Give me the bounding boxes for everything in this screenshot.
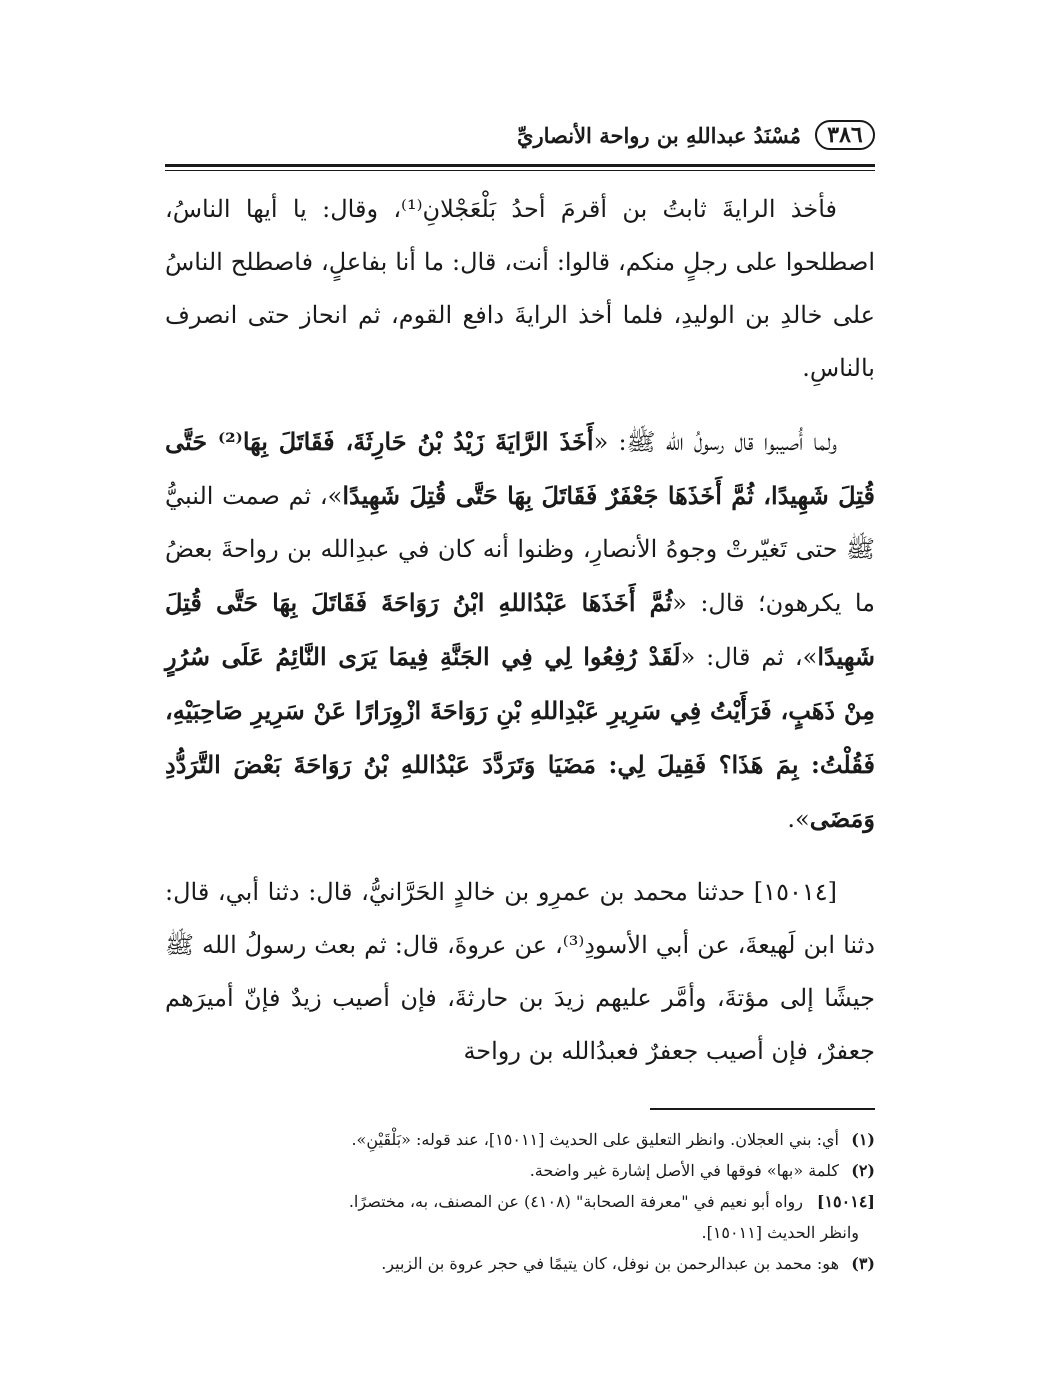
page-header	[165, 112, 875, 158]
main-text	[165, 183, 875, 1078]
footnote-text: هو: محمد بن عبدالرحمن بن نوفل، كان يتيمًا في حجر عروة بن الزبير.	[381, 1253, 839, 1273]
header-rule-thin	[165, 170, 875, 171]
header-rule-thick	[165, 164, 875, 167]
text-segment: »، ثم قال: «	[680, 643, 818, 671]
footnote-text: كلمة «بها» فوقها في الأصل إشارة غير واضحة.	[529, 1160, 839, 1180]
footnote-continuation	[165, 1217, 875, 1248]
footnote-text: رواه أبو نعيم في "معرفة الصحابة" (٤١٠٨) عن المصنف، به، مختصرًا.	[348, 1191, 803, 1211]
page-number: ٣٨٦	[815, 120, 875, 150]
footnote-separator	[650, 1108, 875, 1110]
footnote-item	[165, 1186, 875, 1217]
text-segment: »، ثم صمت النبيُّ ﷺ حتى تَغيّرتْ وجوهُ الأنصارِ، وظنوا أنه كان في عبدِالله بن رواحةَ بعضُ ما يكرهون؛ قال: «	[165, 482, 876, 617]
footnote-item	[165, 1124, 875, 1155]
footnote-marker: (١)	[851, 1129, 875, 1149]
text-segment: ».	[787, 805, 810, 833]
hadith-quote: ثُمَّ أَخَذَهَا عَبْدُاللهِ ابْنُ رَوَاحَةَ فَقَاتَلَ بِهَا حَتَّى قُتِلَ شَهِيدًا	[165, 588, 875, 671]
paragraph-1: فأخذ الرايةَ ثابتُ بن أقرمَ أحدُ بَلْعَجْلانِ⁽¹⁾، وقال: يا أيها الناسُ، اصطلحوا على رجلٍ منكم، قالوا: أنت، قال: ما أنا بفاعلٍ، فاصطلح الناسُ على خالدِ بن الوليدِ، فلما أخذ الرايةَ دافع القوم، ثم انحاز حتى انصرف بالناسِ.	[165, 195, 876, 382]
footnotes	[165, 1124, 875, 1279]
hadith-quote: لَقَدْ رُفِعُوا لِي فِي الجَنَّةِ فِيمَا يَرَى النَّائِمُ عَلَى سُرُرٍ مِنْ ذَهَبٍ، فَرَأَيْتُ فِي سَرِيرِ عَبْدِاللهِ بْنِ رَوَاحَةَ ازْوِرَارًا عَنْ سَرِيرِ صَاحِبَيْهِ، فَقُلْتُ: بِمَ هَذَا؟ فَقِيلَ لِي: مَضَيَا وَتَرَدَّدَ عَبْدُاللهِ بْنُ رَوَاحَةَ بَعْضَ التَّرَدُّدِ وَمَضَى	[165, 642, 875, 833]
footnote-item	[165, 1155, 875, 1186]
running-title: مُسْنَدُ عبداللهِ بن رواحة الأنصاريِّ	[517, 122, 801, 148]
hadith-quote: أَخَذَ الرَّايَةَ زَيْدُ بْنُ حَارِثَةَ، فَقَاتَلَ بِهَا⁽²⁾ حَتَّى قُتِلَ شَهِيدًا، ثُمَّ أَخَذَهَا جَعْفَرٌ فَقَاتَلَ بِهَا حَتَّى قُتِلَ شَهِيدًا	[165, 427, 875, 510]
footnote-item	[165, 1248, 875, 1279]
paragraph-2	[165, 415, 875, 846]
text-segment: ولما أُصيبوا قال رسولُ الله ﷺ: «	[593, 428, 837, 456]
footnote-marker: [١٥٠١٤]	[816, 1191, 875, 1211]
footnote-text: وانظر الحديث [١٥٠١١].	[701, 1222, 859, 1242]
book-page	[165, 112, 875, 1279]
paragraph-3: [١٥٠١٤] حدثنا محمد بن عمرِو بن خالدٍ الحَرَّانيُّ، قال: دثنا أبي، قال: دثنا ابن لَهيعةَ، عن أبي الأسودِ⁽³⁾، عن عروةَ، قال: ثم بعث رسولُ الله ﷺ جيشًا إلى مؤتةَ، وأمَّر عليهم زيدَ بن حارثةَ، فإن أصيب زيدٌ فإنّ أميرَهم جعفرٌ، فإن أصيب جعفرٌ فعبدُالله بن رواحة	[165, 878, 875, 1065]
footnote-marker: (٣)	[851, 1253, 875, 1273]
footnote-text: أي: بني العجلان. وانظر التعليق على الحديث [١٥٠١١]، عند قوله: «بَلْقَيْنِ».	[351, 1129, 839, 1149]
footnote-marker: (٢)	[851, 1160, 875, 1180]
